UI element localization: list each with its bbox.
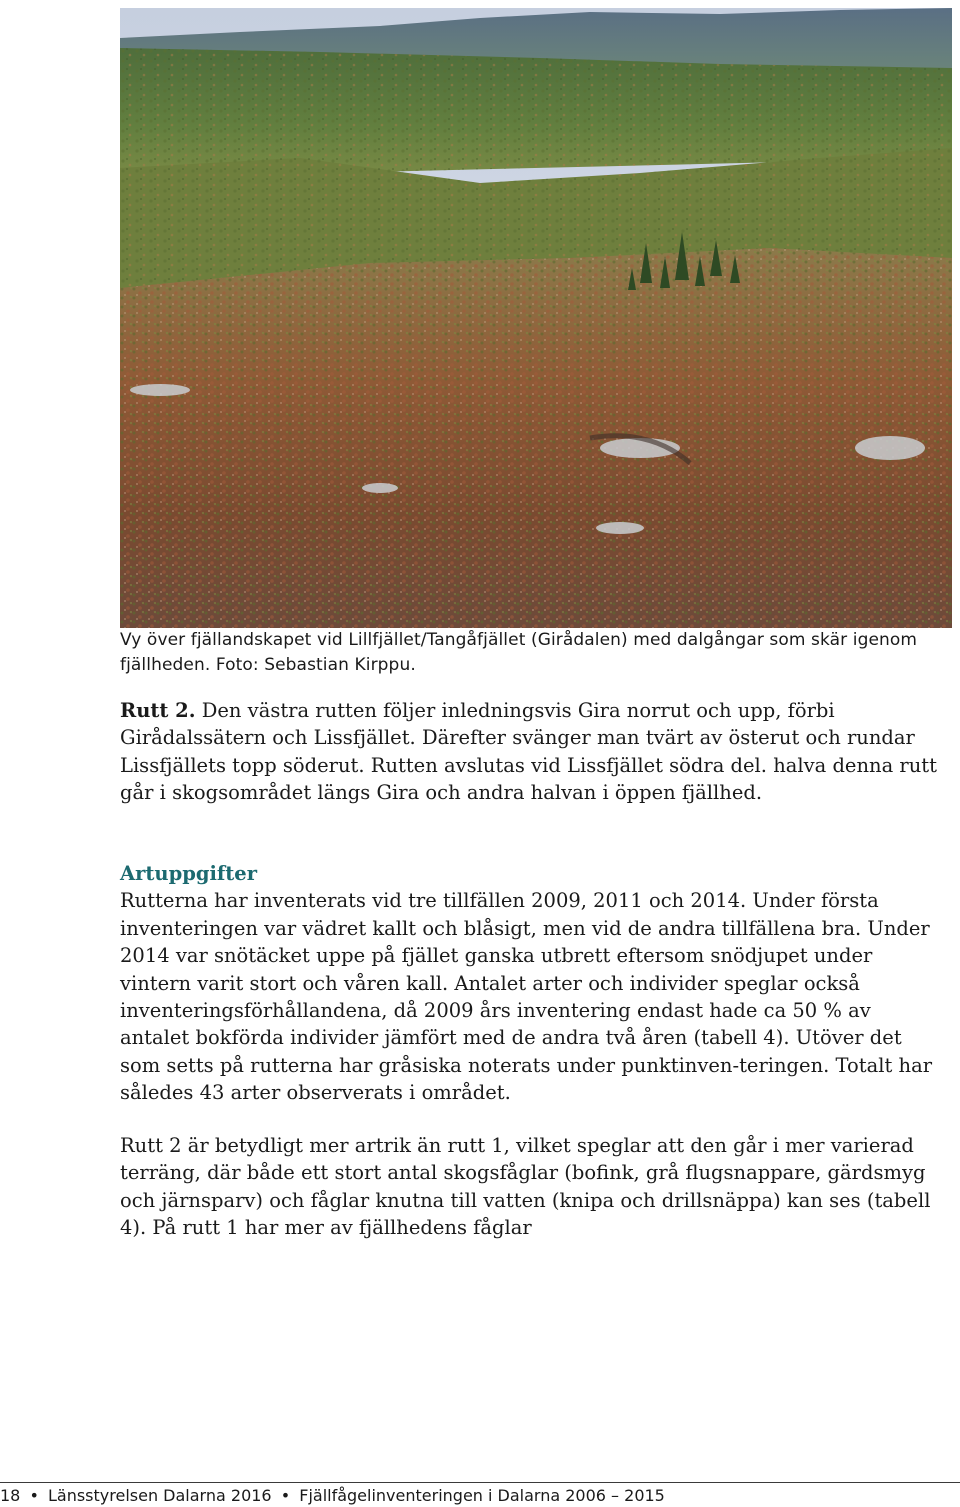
footer-publisher: Länsstyrelsen Dalarna 2016 bbox=[47, 1486, 272, 1505]
footer-title: Fjällfågelinventeringen i Dalarna 2006 – 2015 bbox=[299, 1486, 665, 1505]
section-heading: Artuppgifter bbox=[120, 862, 257, 885]
page-number: 18 bbox=[0, 1486, 21, 1505]
footer-bullet-1: • bbox=[29, 1486, 39, 1505]
route-comparison-paragraph: Rutt 2 är betydligt mer artrik än rutt 1, vilket speglar att den går i mer varierad terräng, där både ett stort antal skogsfåglar (bofink, grå flugsnappare, gärdsmyg och järnsparv) och fåglar knutna till vatten (knipa och drillsnäppa) kan ses (tabell 4). På rutt 1 har mer av fjällhedens fåglar bbox=[120, 1134, 931, 1240]
artuppgifter-section bbox=[120, 860, 945, 1107]
route-2-lead: Rutt 2. bbox=[120, 699, 196, 722]
route-2-text: Den västra rutten följer inledningsvis Gira norrut och upp, förbi Girådalssätern och Lissfjället. Därefter svänger man tvärt av österut och rundar Lissfjällets topp söderut. Rutten avslutas vid Lissfjället södra del. halva denna rutt går i skogsområdet längs Gira och andra halvan i öppen fjällhed. bbox=[120, 699, 937, 805]
landscape-illustration bbox=[120, 8, 952, 628]
footer-bullet-2: • bbox=[280, 1486, 291, 1505]
route-2-paragraph bbox=[120, 697, 945, 807]
page-footer bbox=[0, 1482, 960, 1507]
landscape-photo bbox=[120, 8, 952, 628]
photo-caption: Vy över fjällandskapet vid Lillfjället/Tangåfjället (Girådalen) med dalgångar som skär igenom fjällheden. Foto: Sebastian Kirppu. bbox=[120, 630, 918, 675]
artuppgifter-paragraph: Rutterna har inventerats vid tre tillfällen 2009, 2011 och 2014. Under första inventeringen var vädret kallt och blåsigt, men vid de andra tillfällena bra. Under 2014 var snötäcket uppe på fjället ganska utbrett eftersom snödjupet under vintern varit stort och våren kall. Antalet arter och individer speglar också inventeringsförhållandena, då 2009 års inventering endast hade ca 50 % av antalet bokförda individer jämfört med de andra två åren (tabell 4). Utöver det som setts på rutterna har gråsiska noterats under punktinven-teringen. Totalt har således 43 arter observerats i området. bbox=[120, 889, 933, 1105]
